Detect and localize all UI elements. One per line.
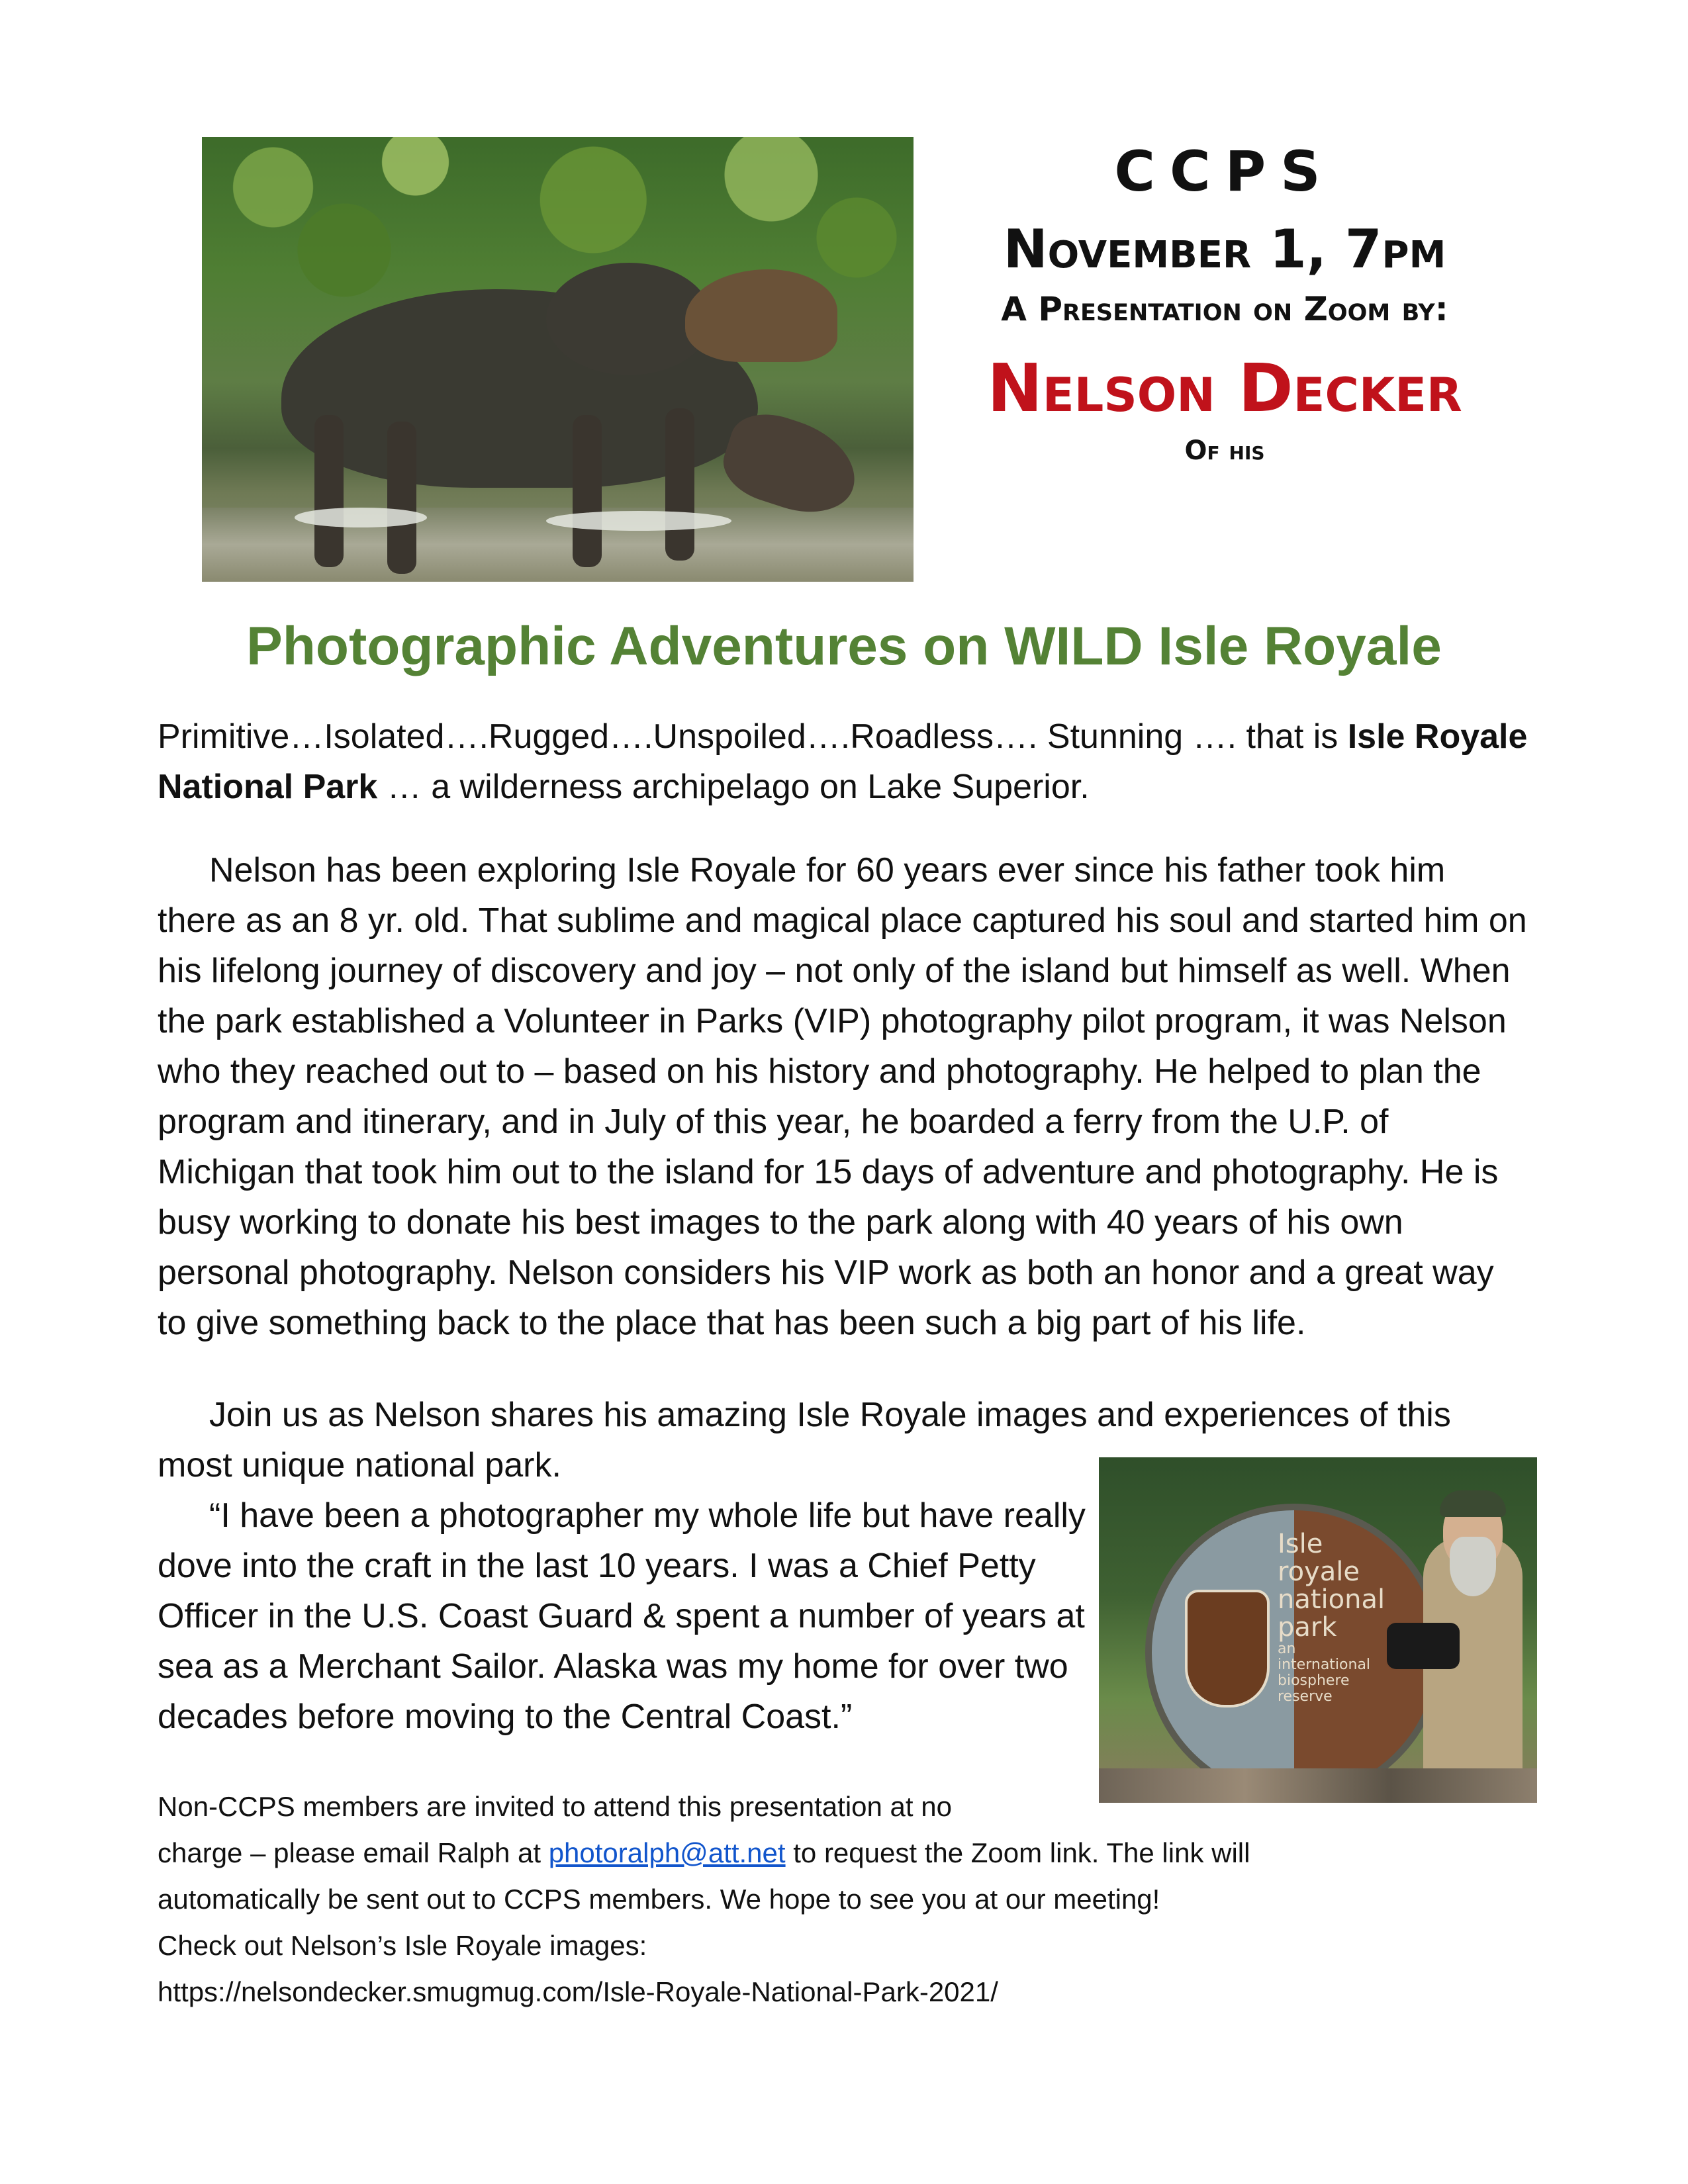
org-name: CCPS xyxy=(1114,139,1335,204)
of-his-label: Of his xyxy=(1184,435,1265,466)
intro-paragraph xyxy=(158,711,1528,812)
event-date: November 1, 7pm xyxy=(1003,218,1446,280)
moose-photo xyxy=(202,137,914,582)
email-link[interactable]: photoralph@att.net xyxy=(548,1837,786,1868)
footer-line-2: charge – please email Ralph at photoralph@att.net to request the Zoom link. The link will xyxy=(158,1837,1250,1868)
quote-paragraph: “I have been a photographer my whole life but have really dove into the craft in the last 10 years. I was a Chief Petty Officer in the U.S. Coast Guard & spent a number of years at sea as a Merchant Sailor. Alaska was my home for over two decades before moving to the Central Coast.” xyxy=(158,1496,1086,1736)
intro-lead: Primitive…Isolated….Rugged….Unspoiled….Roadless…. Stunning …. that is xyxy=(158,717,1348,756)
page-title: Photographic Adventures on WILD Isle Royale xyxy=(246,616,1442,676)
park-sign-photo xyxy=(1099,1457,1537,1803)
gallery-url[interactable]: https://nelsondecker.smugmug.com/Isle-Royale-National-Park-2021/ xyxy=(158,1976,998,2007)
footer-line-4: Check out Nelson’s Isle Royale images: xyxy=(158,1930,647,1961)
presenter-name: Nelson Decker xyxy=(987,349,1462,427)
park-sign-text: Isle royale national park an international biosphere reserve xyxy=(1278,1529,1385,1705)
body-paragraph-1: Nelson has been exploring Isle Royale for 60 years ever since his father took him there as an 8 yr. old. That sublime and magical place captured his soul and started him on his lifelong journey of discovery and joy – not only of the island but himself as well. When the park established a Volunteer in Parks (VIP) photography pilot program, it was Nelson who they reached out to – based on his history and photography. He helped to plan the program and itinerary, and in July of this year, he boarded a ferry from the U.P. of Michigan that took him out to the island for 15 days of adventure and photography. He is busy working to donate his best images to the park along with 40 years of his own personal photography. Nelson considers his VIP work as both an honor and a great way to give something back to the place that has been such a big part of his life. xyxy=(158,851,1527,1342)
footer-line-3: automatically be sent out to CCPS members. We hope to see you at our meeting! xyxy=(158,1884,1160,1915)
footer-line-1: Non-CCPS members are invited to attend this presentation at no xyxy=(158,1791,952,1822)
intro-tail: … a wilderness archipelago on Lake Superior. xyxy=(377,768,1090,806)
body-paragraph-2: Join us as Nelson shares his amazing Isle Royale images and experiences of this most unique national park. xyxy=(158,1396,1451,1484)
presentation-label: A Presentation on Zoom by: xyxy=(1001,290,1448,328)
camera-icon xyxy=(1387,1623,1460,1669)
park-name: Isle Royale National Park xyxy=(158,717,1528,806)
nps-arrowhead-logo xyxy=(1185,1590,1270,1707)
